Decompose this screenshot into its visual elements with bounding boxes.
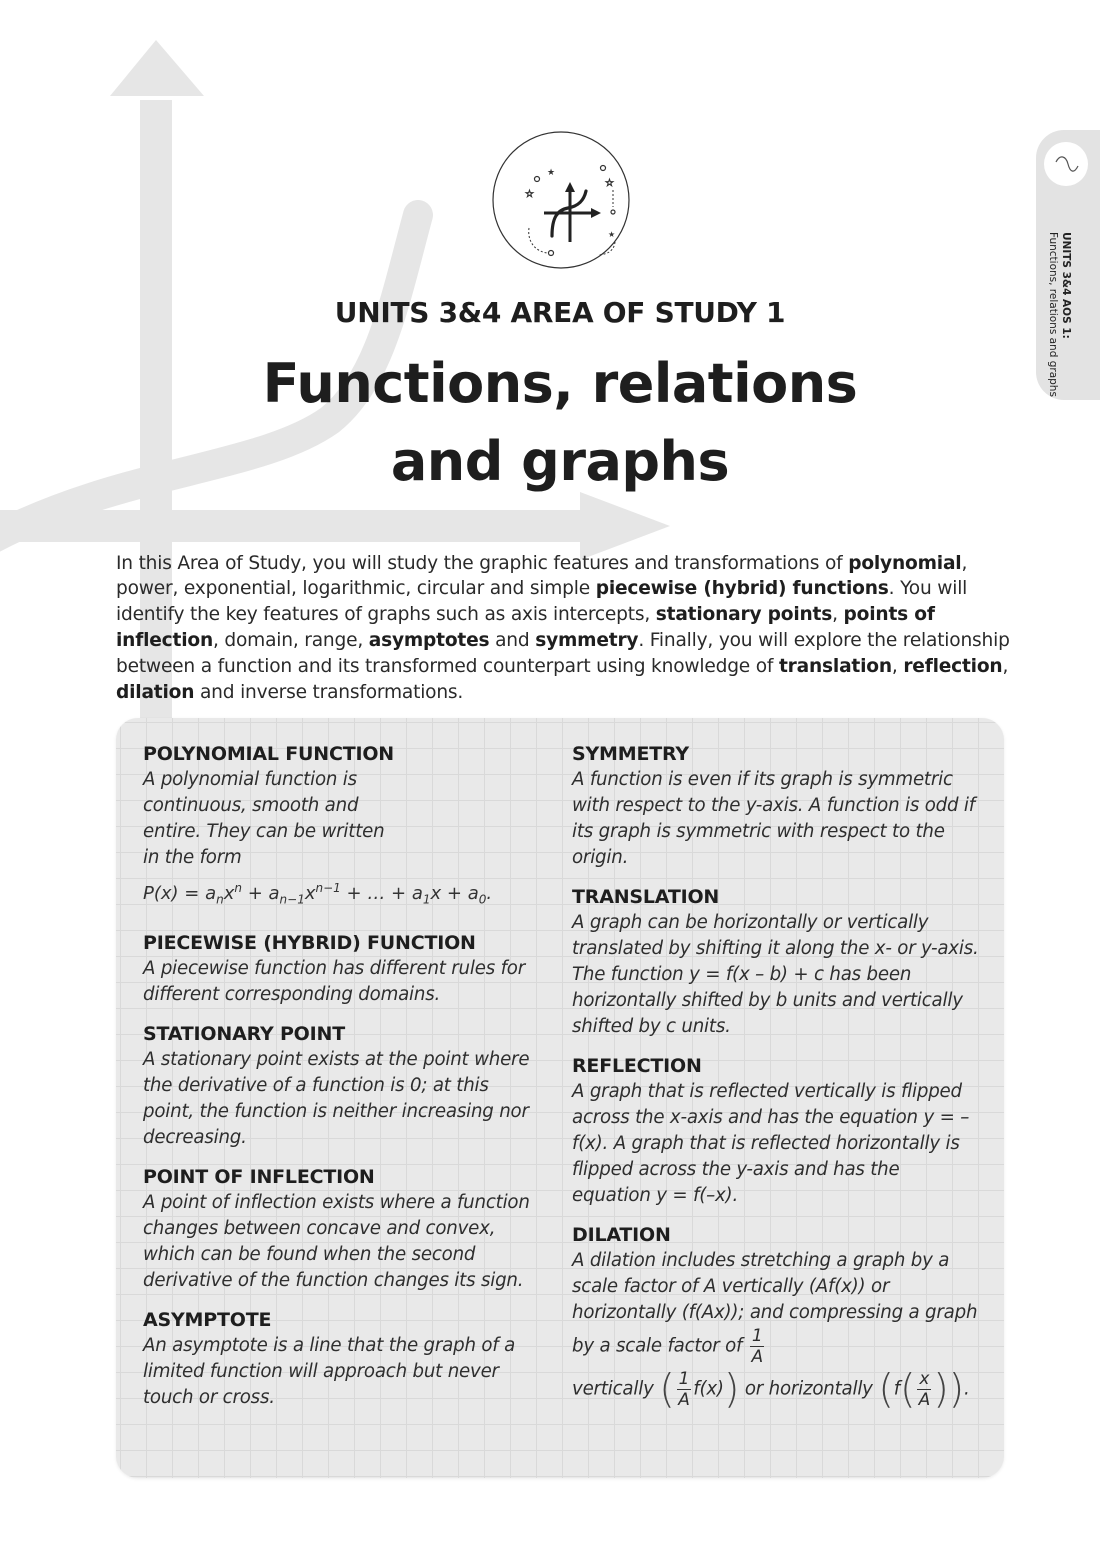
term-title: SYMMETRY [572,743,689,765]
intro-keyword: points of inflection [116,604,935,651]
term-translation [572,885,992,1040]
term-body: A graph can be horizontally or vertically translated by shifting it along the x- or y-axis. The function y = f(x – b) + c has been horizontally shifted by b units and vertically shifted by c units. [572,912,979,1037]
unit-heading: UNITS 3&4 AREA OF STUDY 1 [334,296,786,329]
term-title: STATIONARY POINT [143,1022,345,1045]
term-asymptote [143,1308,553,1411]
intro-text: . You will identify the key features of graphs such as axis intercepts, [116,578,968,626]
term-body: A function is even if its graph is symmetric with respect to the y-axis. A function is odd if its graph is symmetric with respect to the origin. [572,769,975,868]
svg-text:★: ★ [608,230,616,239]
term-dilation [572,1223,992,1413]
function-graph-emblem-icon [491,130,631,270]
intro-text: In this Area of Study, you will study the graphic features and transformations of [116,552,849,574]
intro-text: , power, exponential, logarithmic, circular and simple [116,552,968,600]
glossary-column-left [143,742,553,1425]
side-tab-line1: UNITS 3&4 AOS 1: [1060,232,1072,339]
page-title [0,345,1100,501]
polynomial-formula: $P(x) = a_nx^n + a_{n-1}x^{n-1}$ + … + $a_1x + a_0$. [143,881,493,907]
intro-keyword: dilation [116,681,195,703]
intro-keyword: asymptotes [368,629,490,651]
dilation-formula-line: vertically ( $\frac{1}{A}$ f(x)) or horizontally (f( $\frac{x}{A}$ )). [572,1366,970,1413]
intro-keyword: symmetry [535,629,639,651]
term-body: A stationary point exists at the point where the derivative of a function is 0; at this point, the function is neither increasing nor decreasing. [143,1048,530,1148]
term-body [572,1248,982,1413]
term-title: REFLECTION [572,1055,702,1077]
page-title-line1: Functions, relations [262,352,858,415]
term-stationary-point [143,1022,553,1151]
glossary-column-right [572,742,992,1424]
intro-keyword: reflection [903,655,1003,677]
svg-text:★: ★ [547,168,556,178]
intro-paragraph [116,551,1016,706]
intro-keyword: polynomial [848,552,962,574]
term-point-of-inflection [143,1165,553,1294]
intro-text: and inverse transformations. [194,681,464,703]
svg-text:☆: ☆ [525,189,534,200]
intro-text: and [489,629,536,651]
intro-keyword: translation [778,655,892,677]
term-body: An asymptote is a line that the graph of a limited function will approach but never touch or cross. [143,1334,516,1408]
intro-text: . Finally, you will explore the relationship between a function and its transformed counterpart using knowledge of [116,629,1010,677]
intro-text: , [1002,655,1009,677]
term-body: A graph that is reflected vertically is flipped across the x-axis and has the equation y = –f(x). A graph that is reflected horizontally is flipped across the y-axis and has the equation y = f(–x). [572,1081,970,1206]
term-title: POLYNOMIAL FUNCTION [143,743,394,765]
svg-text:☆: ☆ [605,178,614,189]
term-title: ASYMPTOTE [143,1308,272,1331]
term-symmetry [572,742,992,871]
term-title: TRANSLATION [572,886,720,908]
term-piecewise [143,931,553,1008]
dilation-text: A dilation includes stretching a graph by a scale factor of A vertically (Af(x)) or horizontally (f(Ax)); and compressing a graph by a scale factor of [572,1250,978,1357]
fraction-one-over-a: $\frac{1}{A}$ [751,1326,763,1367]
page-title-line2: and graphs [390,430,730,493]
intro-text: , [832,604,844,626]
intro-keyword: piecewise (hybrid) functions [595,578,889,600]
term-body: A point of inflection exists where a function changes between concave and convex, which can be found when the second derivative of the function changes its sign. [143,1191,530,1291]
term-title: PIECEWISE (HYBRID) FUNCTION [143,931,476,954]
term-body: A piecewise function has different rules for different corresponding domains. [143,957,525,1005]
term-polynomial [143,742,553,917]
term-title: POINT OF INFLECTION [143,1165,375,1188]
bg-x-axis [0,510,620,542]
bg-y-axis-arrow-head [110,40,204,96]
term-title: DILATION [572,1224,671,1246]
term-reflection [572,1054,992,1209]
term-body: A polynomial function is continuous, smooth and entire. They can be written in the form [143,769,385,868]
glossary-panel [116,718,1004,1478]
intro-keyword: stationary points [655,604,833,626]
intro-text: , [891,655,904,677]
intro-text: , domain, range, [212,629,369,651]
side-tab-line2: Functions, relations and graphs [1047,232,1059,397]
curve-icon [1044,142,1088,186]
